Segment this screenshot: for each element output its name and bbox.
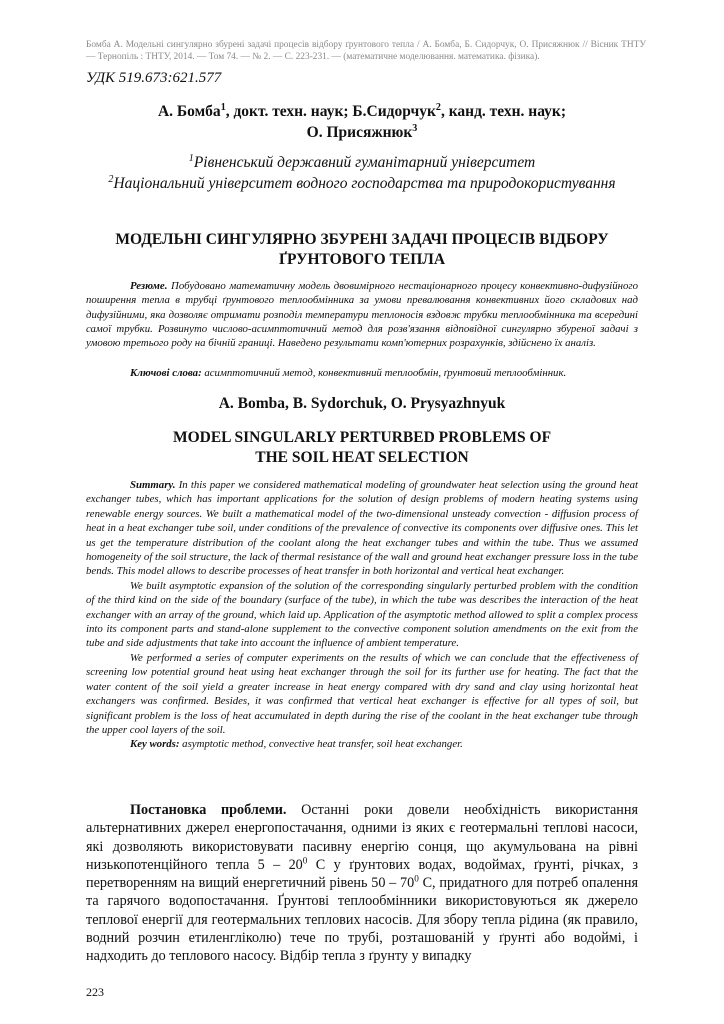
- author-3-affil-mark: 3: [412, 122, 418, 134]
- keywords-text: асимптотичний метод, конвективний теплообмін, ґрунтовий теплообмінник.: [201, 367, 567, 379]
- authors-english: A. Bomba, B. Sydorchuk, O. Prysyazhnyuk: [218, 395, 506, 412]
- degree-sup-1: 0: [302, 855, 308, 866]
- abstract-label: Резюме.: [130, 280, 168, 292]
- summary-paragraph-2: We built asymptotic expansion of the solution of the corresponding singularly perturbed problem with the condition of the third kind on the side of the boundary (surface of the tube), in which the tube was describes the interaction of the heat exchanger with an array of the ground, which laid up. Application of the asymptotic method allowed to split a complex process into its component parts and stand-alone supplement to the convective component solution amendments on the exit from the tube and side adjustments that take into account the influence of ambient temperature.: [86, 579, 638, 650]
- summary-label: Summary.: [130, 479, 176, 491]
- title-en-line-1: MODEL SINGULARLY PERTURBED PROBLEMS OF: [172, 429, 552, 446]
- affiliations: [86, 152, 638, 194]
- article-title-english: [86, 428, 638, 468]
- author-2-degree: , канд. техн. наук;: [440, 103, 567, 120]
- keywords-en-label: Key words:: [130, 738, 180, 751]
- summary-paragraph-1-text: In this paper we considered mathematical modeling of groundwater heat selection using the ground heat exchanger tubes, which has important applications for the solution of design problems of modern heating systems using renewable energy sources. We built a mathematical model of the two-dimensional unsteady convection - diffusion process of heat in a heat exchanger tube soil, under conditions of the prevalence of convective its components over diffusive ones. This let us get the temperature distribution of the coolant along the heat exchanger tubes and within the tube. Thus we assumed homogeneity of the soil structure, the lack of thermal resistance of the wall and ground heat exchanger pressure loss in the tube bends. This model allows to describe processes of heat transfer in both horizontal and vertical heat exchanger.: [86, 479, 638, 578]
- affiliation-1-mark: 1: [188, 152, 194, 164]
- body-paragraph: [86, 801, 638, 966]
- summary-paragraph-1: [86, 478, 638, 579]
- body-text-3: С, придатного для потреб опалення та гарячого водопостачання. Ґрунтові теплообмінники використовуються як джерело теплової енергії для геотермальних теплових насосів. Для збору тепла рідина (як правило, водний розчин етиленгліколю) тече по трубі, розташованій у ґрунті або водоймі, і надходить до теплового насосу. Відбір тепла з ґрунту у випадку: [86, 875, 638, 965]
- summary-paragraph-3: We performed a series of computer experiments on the results of which we can conclude that the effectiveness of screening low potential ground heat using heat exchanger through the soil for its further use for heating. The fact that the water content of the soil yield a greater increase in heat energy compared with dry sand and clay using horizontal heat exchangers was confirmed. Besides, it was confirmed that vertical heat exchanger is effective for all types of soil, but significant problem is the loss of heat accumulated in depth during the rise of the coolant in the heat exchanger tube through the upper cool layers of the soil.: [86, 651, 638, 736]
- body-text-1: Останні роки довели необхідність використання альтернативних джерел енергопостачання, одними із яких є геотермальні теплові насоси, які дозволяють використовувати пасивну енергію сонця, що акумульована на рівні низькопотенційного тепла 5 – 20: [86, 802, 638, 873]
- author-1-name: А. Бомба: [157, 103, 221, 120]
- page-number: 223: [86, 985, 104, 999]
- keywords-ukrainian: [86, 366, 638, 380]
- keywords-en-text: asymptotic method, convective heat transfer, soil heat exchanger.: [179, 738, 463, 751]
- keywords-english: [86, 737, 638, 751]
- abstract-ukrainian: [86, 279, 638, 350]
- article-title-ukrainian: МОДЕЛЬНІ СИНГУЛЯРНО ЗБУРЕНІ ЗАДАЧІ ПРОЦЕСІВ ВІДБОРУ ҐРУНТОВОГО ТЕПЛА: [115, 231, 609, 268]
- running-header-citation: Бомба А. Модельні сингулярно збурені задачі процесів відбору ґрунтового тепла / А. Бомба, Б. Сидорчук, О. Присяжнюк // Вісник ТНТУ — Тернопіль : ТНТУ, 2014. — Том 74. — № 2. — С. 223-231. — (математичне моделювання. математика. фізика).: [86, 40, 646, 62]
- author-1-degree: , докт. техн. наук;: [225, 103, 353, 120]
- title-en-line-2: THE SOIL HEAT SELECTION: [255, 449, 469, 466]
- affiliation-1: Рівненський державний гуманітарний університет: [193, 154, 536, 171]
- affiliation-2-mark: 2: [108, 173, 114, 185]
- author-2-name: Б.Сидорчук: [352, 103, 436, 120]
- authors-ukrainian: [86, 101, 638, 143]
- author-3-name: О. Присяжнюк: [306, 124, 413, 141]
- author-1-affil-mark: 1: [220, 101, 226, 113]
- keywords-label: Ключові слова:: [130, 367, 202, 379]
- abstract-text: Побудовано математичну модель двовимірного нестаціонарного процесу конвективно-дифузійного поширення тепла в трубці ґрунтового теплообмінника за умови превалювання конвективних його складових над дифузійними, яка дозволяє отримати розподіл температури теплоносія вздовж трубки теплообмінника та всередині самої трубки. Розвинуто числово-асимптотичний метод для розв'язання відповідної сингулярно збуреної задачі з умовою третього роду на бічній границі. Наведено результати комп'ютерних розрахунків, здійснено їх аналіз.: [86, 280, 638, 350]
- summary-english: [86, 478, 638, 752]
- section-heading: Постановка проблеми.: [130, 802, 287, 818]
- affiliation-2: Національний університет водного господарства та природокористування: [113, 175, 616, 192]
- body-text-2: С у ґрунтових водах, водоймах, ґрунті, річках, з перетворенням на вищий енергетичний рівень 50 – 70: [86, 856, 639, 892]
- degree-sup-2: 0: [414, 873, 419, 884]
- author-2-affil-mark: 2: [435, 101, 441, 113]
- udc-code: УДК 519.673:621.577: [86, 70, 222, 86]
